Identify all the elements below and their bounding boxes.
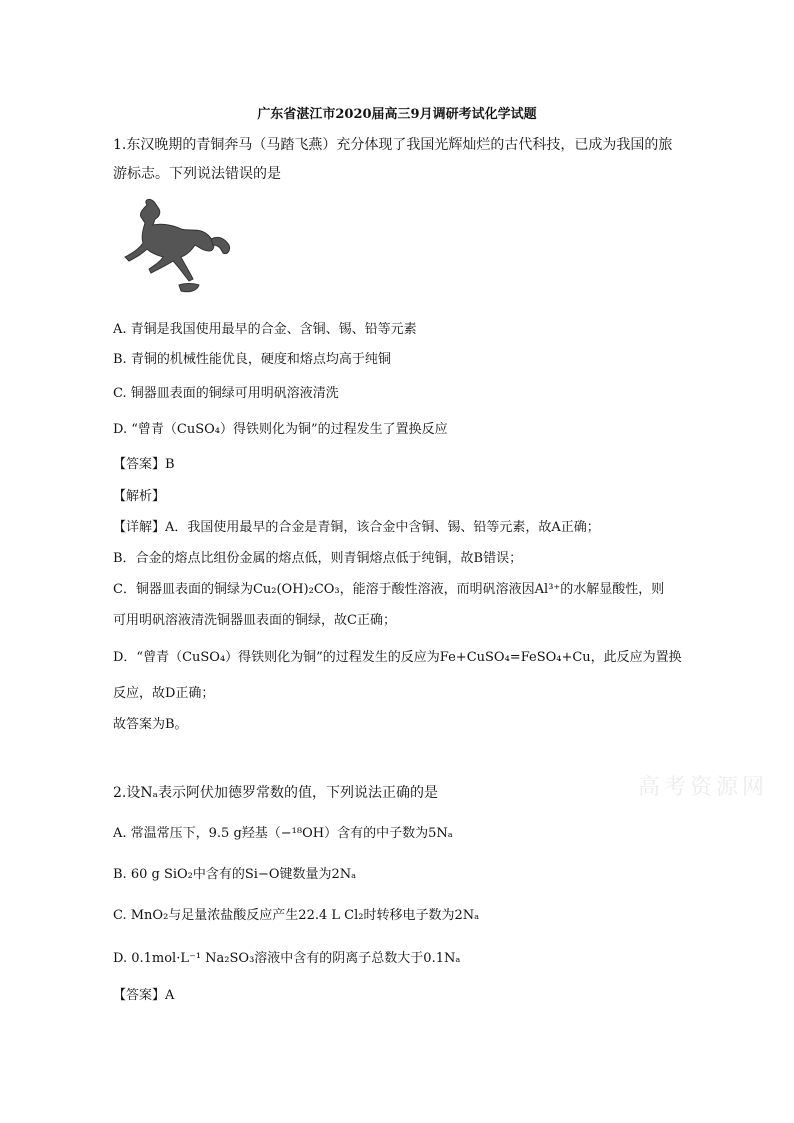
- q1-stem-line1: 1.东汉晚期的青铜奔马（马踏飞燕）充分体现了我国光辉灿烂的古代科技，已成为我国的旅: [113, 137, 673, 153]
- q2-stem: 2.设Nₐ表示阿伏加德罗常数的值，下列说法正确的是: [113, 785, 439, 801]
- q1-option-d: D. “曾青（CuSO₄）得铁则化为铜”的过程发生了置换反应: [113, 422, 448, 437]
- q1-option-b: B. 青铜的机械性能优良，硬度和熔点均高于纯铜: [113, 352, 391, 367]
- q2-option-d: D. 0.1mol·L⁻¹ Na₂SO₃溶液中含有的阴离子总数大于0.1Nₐ: [113, 951, 461, 966]
- q2-option-a: A. 常温常压下，9.5 g羟基（−¹⁸OH）含有的中子数为5Nₐ: [113, 826, 453, 841]
- q1-detail-b: B．合金的熔点比组份金属的熔点低，则青铜熔点低于纯铜，故B错误；: [113, 551, 523, 566]
- q1-detail-c-line1: C．铜器皿表面的铜绿为Cu₂(OH)₂CO₃，能溶于酸性溶液，而明矾溶液因Al³⁺的水解显酸性，则: [113, 582, 665, 597]
- watermark: 高考资源网: [637, 775, 768, 800]
- q2-answer: 【答案】A: [113, 988, 175, 1003]
- q1-detail-a: 【详解】A．我国使用最早的合金是青铜，该合金中含铜、锡、铅等元素，故A正确；: [113, 520, 600, 535]
- q1-analysis-label: 【解析】: [113, 489, 166, 504]
- q1-option-c: C. 铜器皿表面的铜绿可用明矾溶液清洗: [113, 386, 339, 401]
- q1-detail-d-line1: D．“曾青（CuSO₄）得铁则化为铜”的过程发生的反应为Fe+CuSO₄=FeSO₄+Cu，此反应为置换: [113, 650, 682, 665]
- q1-stem-line2: 游标志。下列说法错误的是: [113, 166, 281, 182]
- q1-answer: 【答案】B: [113, 457, 175, 472]
- q1-detail-d-line2: 反应，故D正确；: [113, 686, 215, 701]
- q2-option-c: C. MnO₂与足量浓盐酸反应产生22.4 L Cl₂时转移电子数为2Nₐ: [113, 908, 480, 923]
- q1-conclusion: 故答案为B。: [113, 717, 188, 732]
- bronze-horse-image: [115, 195, 237, 303]
- q2-option-b: B. 60 g SiO₂中含有的Si−O键数量为2Nₐ: [113, 867, 357, 882]
- page-title: 广东省湛江市2020届高三9月调研考试化学试题: [257, 107, 537, 122]
- q1-detail-c-line2: 可用明矾溶液清洗铜器皿表面的铜绿，故C正确；: [113, 613, 396, 628]
- q1-option-a: A. 青铜是我国使用最早的合金、含铜、锡、铅等元素: [113, 322, 417, 337]
